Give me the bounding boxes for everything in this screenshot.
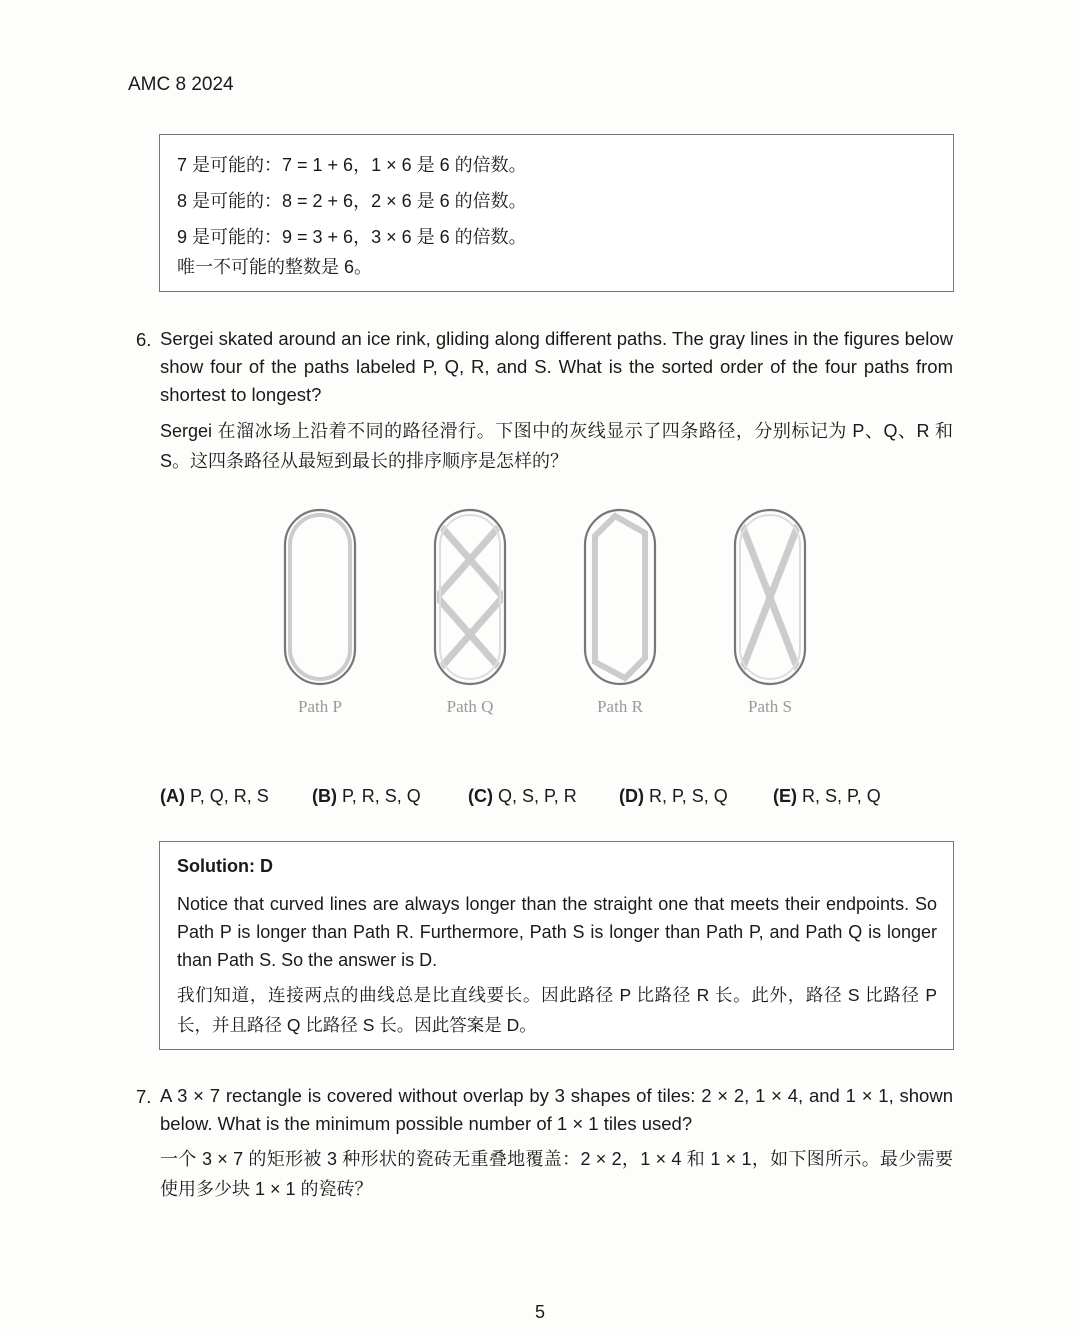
choice-b[interactable]: (B) P, R, S, Q [312, 786, 421, 806]
choice-a[interactable]: (A) P, Q, R, S [160, 786, 269, 806]
previous-solution-box [159, 134, 954, 292]
solution-heading: Solution: D [177, 856, 273, 876]
solution-line: 9 是可能的：9 = 3 + 6，3 × 6 是 6 的倍数。 [177, 227, 527, 247]
page-number: 5 [534, 1302, 545, 1322]
question-6-number: 6. [136, 329, 152, 350]
solution-line: 7 是可能的：7 = 1 + 6，1 × 6 是 6 的倍数。 [177, 155, 527, 175]
choice-e[interactable]: (E) R, S, P, Q [773, 786, 881, 806]
solution-line: 8 是可能的：8 = 2 + 6，2 × 6 是 6 的倍数。 [177, 191, 527, 211]
path-label: Path R [597, 697, 643, 716]
path-p-shape [285, 510, 355, 684]
path-label: Path S [748, 697, 792, 716]
solution-text-en: Notice that curved lines are always longer than the straight one that meets their endpoints. So Path P is longer than Path R. Furthermore, Path S is longer than Path P, and Path Q is longer than Path S. So the answer is D. [177, 894, 937, 970]
question-6-text-cn: Sergei 在溜冰场上沿着不同的路径滑行。下图中的灰线显示了四条路径，分别标记为 P、Q、R 和 S。这四条路径从最短到最长的排序顺序是怎样的？ [160, 421, 953, 471]
solution-box [159, 841, 954, 1050]
paths-figure [270, 500, 830, 730]
path-label: Path P [298, 697, 342, 716]
path-r-shape [585, 510, 655, 684]
choice-d[interactable]: (D) R, P, S, Q [619, 786, 728, 806]
question-7-text-cn: 一个 3 × 7 的矩形被 3 种形状的瓷砖无重叠地覆盖：2 × 2，1 × 4 和 1 × 1，如下图所示。最少需要使用多少块 1 × 1 的瓷砖？ [160, 1149, 953, 1199]
path-label: Path Q [446, 697, 494, 716]
choice-c[interactable]: (C) Q, S, P, R [468, 786, 577, 806]
solution-line: 唯一不可能的整数是 6。 [177, 257, 373, 277]
question-7-number: 7. [136, 1086, 152, 1107]
solution-text-cn: 我们知道，连接两点的曲线总是比直线要长。因此路径 P 比路径 R 长。此外，路径 S 比路径 P 长，并且路径 Q 比路径 S 长。因此答案是 D。 [177, 985, 937, 1035]
question-7-text-en: A 3 × 7 rectangle is covered without overlap by 3 shapes of tiles: 2 × 2, 1 × 4, and 1 × 1, shown below. What is the minimum possible number of 1 × 1 tiles used? [160, 1085, 953, 1134]
path-s-shape [735, 510, 805, 684]
path-q-shape [435, 510, 505, 684]
page-header: AMC 8 2024 [128, 74, 234, 95]
question-6-text-en: Sergei skated around an ice rink, gliding along different paths. The gray lines in the figures below show four of the paths labeled P, Q, R, and S. What is the sorted order of the four paths from shortest to longest? [160, 328, 953, 405]
